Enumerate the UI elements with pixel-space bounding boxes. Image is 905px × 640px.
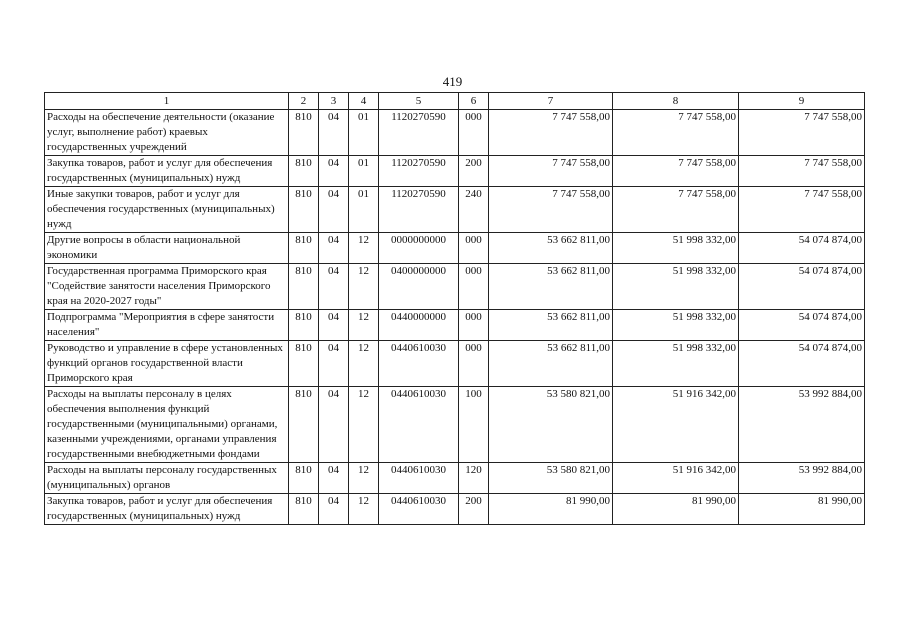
code-cell: 000: [459, 233, 489, 264]
code-cell: 200: [459, 494, 489, 525]
code-cell: 1120270590: [379, 187, 459, 233]
column-header: 4: [349, 93, 379, 110]
row-name: Руководство и управление в сфере установленных функций органов государственной власти Приморского края: [45, 341, 289, 387]
amount-cell: 53 662 811,00: [489, 233, 613, 264]
column-header: 8: [613, 93, 739, 110]
code-cell: 240: [459, 187, 489, 233]
code-cell: 810: [289, 110, 319, 156]
code-cell: 810: [289, 387, 319, 463]
table-row: [45, 233, 865, 264]
table-row: [45, 156, 865, 187]
table-row: [45, 264, 865, 310]
code-cell: 810: [289, 310, 319, 341]
amount-cell: 7 747 558,00: [739, 110, 865, 156]
code-cell: 100: [459, 387, 489, 463]
code-cell: 0440610030: [379, 341, 459, 387]
code-cell: 04: [319, 341, 349, 387]
code-cell: 12: [349, 463, 379, 494]
code-cell: 120: [459, 463, 489, 494]
amount-cell: 51 998 332,00: [613, 341, 739, 387]
amount-cell: 53 992 884,00: [739, 463, 865, 494]
amount-cell: 7 747 558,00: [739, 156, 865, 187]
amount-cell: 81 990,00: [739, 494, 865, 525]
code-cell: 04: [319, 463, 349, 494]
code-cell: 04: [319, 264, 349, 310]
amount-cell: 81 990,00: [613, 494, 739, 525]
budget-table: [44, 92, 865, 525]
amount-cell: 7 747 558,00: [489, 110, 613, 156]
row-name: Расходы на обеспечение деятельности (оказание услуг, выполнение работ) краевых государственных учреждений: [45, 110, 289, 156]
code-cell: 0440610030: [379, 387, 459, 463]
amount-cell: 51 998 332,00: [613, 264, 739, 310]
amount-cell: 7 747 558,00: [613, 187, 739, 233]
amount-cell: 7 747 558,00: [613, 110, 739, 156]
code-cell: 0400000000: [379, 264, 459, 310]
row-name: Закупка товаров, работ и услуг для обеспечения государственных (муниципальных) нужд: [45, 156, 289, 187]
amount-cell: 53 662 811,00: [489, 264, 613, 310]
row-name: Расходы на выплаты персоналу в целях обеспечения выполнения функций государственными (муниципальными) органами, казенными учреждениями, органами управления государственными внебюджетными фондами: [45, 387, 289, 463]
column-header: 7: [489, 93, 613, 110]
amount-cell: 7 747 558,00: [489, 156, 613, 187]
row-name: Государственная программа Приморского края "Содействие занятости населения Приморского края на 2020-2027 годы": [45, 264, 289, 310]
amount-cell: 51 998 332,00: [613, 310, 739, 341]
code-cell: 04: [319, 110, 349, 156]
table-row: [45, 463, 865, 494]
amount-cell: 51 916 342,00: [613, 463, 739, 494]
column-header: 3: [319, 93, 349, 110]
table-row: [45, 110, 865, 156]
code-cell: 04: [319, 187, 349, 233]
row-name: Подпрограмма "Мероприятия в сфере занятости населения": [45, 310, 289, 341]
amount-cell: 51 998 332,00: [613, 233, 739, 264]
column-header: 5: [379, 93, 459, 110]
code-cell: 810: [289, 156, 319, 187]
code-cell: 0000000000: [379, 233, 459, 264]
code-cell: 01: [349, 187, 379, 233]
amount-cell: 54 074 874,00: [739, 233, 865, 264]
code-cell: 12: [349, 264, 379, 310]
amount-cell: 51 916 342,00: [613, 387, 739, 463]
table-row: [45, 310, 865, 341]
code-cell: 04: [319, 387, 349, 463]
code-cell: 0440000000: [379, 310, 459, 341]
code-cell: 000: [459, 310, 489, 341]
code-cell: 04: [319, 494, 349, 525]
code-cell: 810: [289, 494, 319, 525]
code-cell: 12: [349, 310, 379, 341]
table-row: [45, 387, 865, 463]
amount-cell: 54 074 874,00: [739, 341, 865, 387]
amount-cell: 54 074 874,00: [739, 264, 865, 310]
code-cell: 12: [349, 387, 379, 463]
amount-cell: 53 580 821,00: [489, 463, 613, 494]
amount-cell: 7 747 558,00: [613, 156, 739, 187]
column-header: 1: [45, 93, 289, 110]
column-header: 2: [289, 93, 319, 110]
code-cell: 12: [349, 341, 379, 387]
table-row: [45, 341, 865, 387]
code-cell: 1120270590: [379, 110, 459, 156]
amount-cell: 54 074 874,00: [739, 310, 865, 341]
code-cell: 000: [459, 110, 489, 156]
table-row: [45, 494, 865, 525]
code-cell: 12: [349, 494, 379, 525]
code-cell: 01: [349, 156, 379, 187]
column-header: 9: [739, 93, 865, 110]
row-name: Закупка товаров, работ и услуг для обеспечения государственных (муниципальных) нужд: [45, 494, 289, 525]
amount-cell: 53 662 811,00: [489, 341, 613, 387]
code-cell: 04: [319, 156, 349, 187]
code-cell: 0440610030: [379, 463, 459, 494]
row-name: Иные закупки товаров, работ и услуг для обеспечения государственных (муниципальных) нужд: [45, 187, 289, 233]
amount-cell: 7 747 558,00: [489, 187, 613, 233]
table-body: [45, 110, 865, 525]
code-cell: 1120270590: [379, 156, 459, 187]
code-cell: 0440610030: [379, 494, 459, 525]
code-cell: 810: [289, 463, 319, 494]
code-cell: 01: [349, 110, 379, 156]
code-cell: 810: [289, 187, 319, 233]
code-cell: 810: [289, 341, 319, 387]
code-cell: 04: [319, 233, 349, 264]
code-cell: 12: [349, 233, 379, 264]
code-cell: 810: [289, 233, 319, 264]
code-cell: 000: [459, 341, 489, 387]
table-row: [45, 187, 865, 233]
amount-cell: 53 992 884,00: [739, 387, 865, 463]
row-name: Другие вопросы в области национальной экономики: [45, 233, 289, 264]
amount-cell: 53 662 811,00: [489, 310, 613, 341]
header-row: [45, 93, 865, 110]
amount-cell: 7 747 558,00: [739, 187, 865, 233]
code-cell: 04: [319, 310, 349, 341]
code-cell: 200: [459, 156, 489, 187]
page-number: 419: [442, 74, 463, 89]
row-name: Расходы на выплаты персоналу государственных (муниципальных) органов: [45, 463, 289, 494]
amount-cell: 53 580 821,00: [489, 387, 613, 463]
column-header: 6: [459, 93, 489, 110]
amount-cell: 81 990,00: [489, 494, 613, 525]
code-cell: 000: [459, 264, 489, 310]
code-cell: 810: [289, 264, 319, 310]
